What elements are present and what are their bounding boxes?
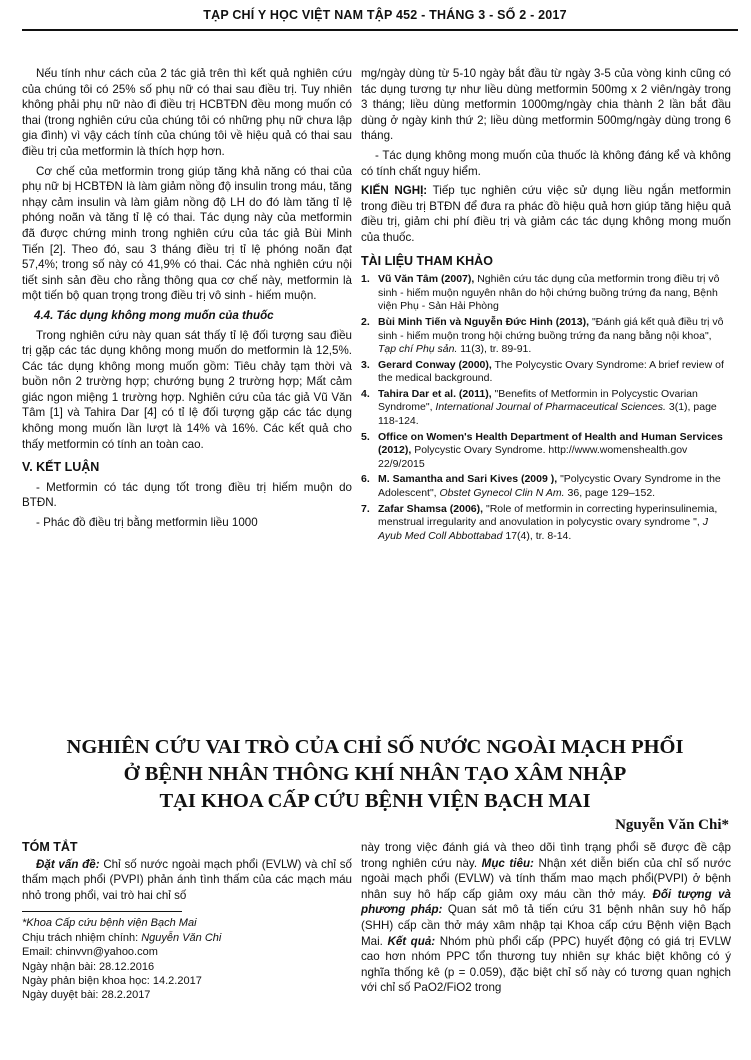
footnote-received: Ngày nhận bài: 28.12.2016 — [22, 960, 155, 973]
abstract-label: Đối tượng và phương pháp: — [361, 887, 731, 917]
footnote-affiliation: *Khoa Cấp cứu bệnh viện Bạch Mai — [22, 917, 197, 930]
reference-item: 7. Zafar Shamsa (2006), "Role of metformin in correcting hyperinsulinemia, menstrual irregularity and anovulation in polycystic ovary syndrome ", J Ayub Med Coll Abbottabad 17(4), tr. 8-14. — [361, 502, 718, 542]
reference-item: 1. Vũ Văn Tâm (2007), Nghiên cứu tác dụng của metformin trong điều trị vô sinh - hiếm muộn nguyên nhân do hội chứng buồng trứng đa nang, Bệnh viện Phụ - Sản Hải Phòng — [361, 273, 720, 313]
subsection-heading: 4.4. Tác dụng không mong muốn của thuốc — [34, 308, 274, 322]
footnote-email: Email: chinvvn@yahoo.com — [22, 946, 158, 959]
abstract-paragraph: này trong việc đánh giá và theo dõi tình trạng phổi sẽ được đề cập trong nghiên cứu này. Mục tiêu: Nhận xét diễn biến của chỉ số nước ngoài mạch phổi (EVLW) và tính thấm mao mạch phổi(PVPI) ở bệnh nhân suy hô hấp cấp giảm oxy máu cần thở máy. Đối tượng và phương pháp: Quan sát mô tả tiến cứu 31 bệnh nhân suy hô hấp (SHH) cấp cần thở máy xâm nhập tại Khoa cấp cứu Bệnh viện Bạch Mai. Kết quả: Nhóm phù phổi cấp (PPC) huyết động có giá trị EVLW cao hơn nhóm PPC tổn thương tuy nhiên sự khác biệt không có ý nghĩa thống kê (p = 0.059), đặc biệt chỉ số này có tương quan nghịch với chỉ số PaO2/FiO2 trong — [361, 841, 732, 995]
article-title-line: NGHIÊN CỨU VAI TRÒ CỦA CHỈ SỐ NƯỚC NGOÀI MẠCH PHỔI — [66, 736, 684, 758]
reference-item: 6. M. Samantha and Sari Kives (2009 ), "Polycystic Ovary Syndrome in the Adolescent", Obstet Gynecol Clin N Am. 36, page 129–152. — [361, 473, 721, 500]
reference-item: 2. Bùi Minh Tiến và Nguyễn Đức Hinh (2013), "Đánh giá kết quả điều trị vô sinh - hiếm muộn trong hội chứng buồng trứng đa nang bằng nội khoa", Tạp chí Phụ sản. 11(3), tr. 89-91. — [361, 315, 724, 356]
header-rule — [22, 29, 738, 31]
footnote-responsible: Chịu trách nhiệm chính: Nguyễn Văn Chi — [22, 931, 222, 944]
abstract-left-column — [22, 840, 352, 1003]
conclusion-item: - Metformin có tác dụng tốt trong điều trị hiếm muộn do BTĐN. — [22, 480, 352, 510]
footnote-rule — [22, 911, 182, 912]
abstract-label: Mục tiêu: — [481, 856, 534, 870]
paragraph: Nếu tính như cách của 2 tác giả trên thì kết quả nghiên cứu của chúng tôi có 25% số phụ nữ có thai sau điều trị. Tuy nhiên không phải phụ nữ nào đi điều trị HCBTĐN đều mong muốn có thai (trong nghiên cứu của chúng tôi có những phụ nữ chưa lập gia đình) vì vậy cách tính của chúng tôi về hiệu quả có thai sau điều trị của metformin là thích hợp hơn. — [22, 67, 352, 158]
references-heading: TÀI LIỆU THAM KHẢO — [361, 253, 493, 268]
article-title — [30, 734, 720, 815]
conclusion-item: - Phác đồ điều trị bằng metformin liều 1000 — [36, 516, 258, 530]
abstract-label: Kết quả: — [387, 934, 436, 948]
recommendation — [361, 183, 731, 245]
abstract-label: Đặt vấn đề: — [36, 857, 100, 871]
section-heading: V. KẾT LUẬN — [22, 460, 100, 475]
footnote-approved: Ngày duyệt bài: 28.2.2017 — [22, 989, 151, 1002]
paragraph: - Tác dụng không mong muốn của thuốc là không đáng kể và không có tính chất nguy hiểm. — [361, 148, 731, 178]
right-column — [361, 66, 731, 545]
paragraph: Trong nghiên cứu này quan sát thấy tỉ lệ đối tượng sau điều trị gặp các tác dụng không mong muốn do metformin là 12,5%. Các tác dụng không mong muốn gồm: Tiêu chảy tạm thời và buồn nôn 2 trường hợp; chướng bụng 2 trường hợp; Mất cảm giác ngon miệng 1 trường hợp. Nghiên cứu của tác giả Vũ Văn Tâm [1] và Tahira Dar [4] có tỉ lệ đối tượng gặp các tác dụng không mong muốn lần lượt là 14% và 16%. Các kết quả cho thấy metformin có tính an toàn cao. — [22, 328, 352, 451]
reference-item: 5. Office on Women's Health Department of Health and Human Services (2012), Polycystic Ovary Syndrome. http://www.womenshealth.gov 22/9/2015 — [361, 430, 723, 470]
reference-list — [361, 273, 731, 543]
recommendation-text: Tiếp tục nghiên cứu việc sử dụng liều ngắn metformin trong điều trị BTĐN để đưa ra phác đồ hiệu quả hơn giúp tăng hiệu quả điều trị, giảm chi phí điều trị và giảm các tác dụng không mong muốn của thuốc. — [361, 184, 731, 244]
article-title-line: Ở BỆNH NHÂN THÔNG KHÍ NHÂN TẠO XÂM NHẬP — [123, 763, 627, 785]
reference-item: 3. Gerard Conway (2000), The Polycystic Ovary Syndrome: A brief review of the medical background. — [361, 358, 724, 385]
footnote-reviewed: Ngày phản biện khoa học: 14.2.2017 — [22, 975, 202, 987]
running-header: TẠP CHÍ Y HỌC VIỆT NAM TẬP 452 - THÁNG 3 - SỐ 2 - 2017 — [203, 8, 567, 22]
paragraph: Cơ chế của metformin trong giúp tăng khả năng có thai của phụ nữ bị HCBTĐN là làm giảm nồng độ insulin trong máu, tăng nhạy cảm insulin và làm giảm nồng độ LH do đó làm tăng tỉ lệ phóng noãn và tăng tỉ lệ có thai. Tác dụng này của metformin đã được chứng minh trong nghiên cứu của tác giả Bùi Minh Tiến [2]. Theo đó, sau 3 tháng điều trị tỉ lệ phóng noãn đạt 57,4%; trong số này có 41,9% có thai. Các nhà nghiên cứu nội tiết sinh sản đều cho rằng thông qua cơ chế này, metformin là một tiến bộ quan trọng trong điều trị vô sinh - hiếm muộn. — [22, 164, 352, 303]
abstract-heading: TÓM TẮT — [22, 840, 78, 854]
recommendation-label: KIẾN NGHỊ: — [361, 184, 428, 198]
left-column — [22, 66, 352, 535]
article-author: Nguyễn Văn Chi* — [615, 817, 729, 833]
article-title-line: TẠI KHOA CẤP CỨU BỆNH VIỆN BẠCH MAI — [159, 790, 591, 812]
reference-item: 4. Tahira Dar et al. (2011), "Benefits of Metformin in Polycystic Ovarian Syndrome", International Journal of Pharmaceutical Sciences. 3(1), page 118-124. — [361, 387, 717, 428]
paragraph: mg/ngày dùng từ 5-10 ngày bắt đầu từ ngày 3-5 của vòng kinh cũng có tác dụng tương tự như liều dùng metformin 500mg x 2 viên/ngày trong 3 tháng; liều dùng metformin 1000mg/ngày chia thành 2 lần bắt đầu dùng ở ngày kinh thứ 2; liều dùng metformin 500mg/ngày dùng trong 6 tháng. — [361, 67, 731, 143]
abstract-paragraph: Đặt vấn đề: Chỉ số nước ngoài mạch phổi (EVLW) và chỉ số thấm mạch phổi (PVPI) phản ánh tình thấm của các mạch máu nhỏ trong phổi, vai trò hai chỉ số — [22, 857, 352, 902]
abstract-right-column — [361, 840, 731, 1000]
